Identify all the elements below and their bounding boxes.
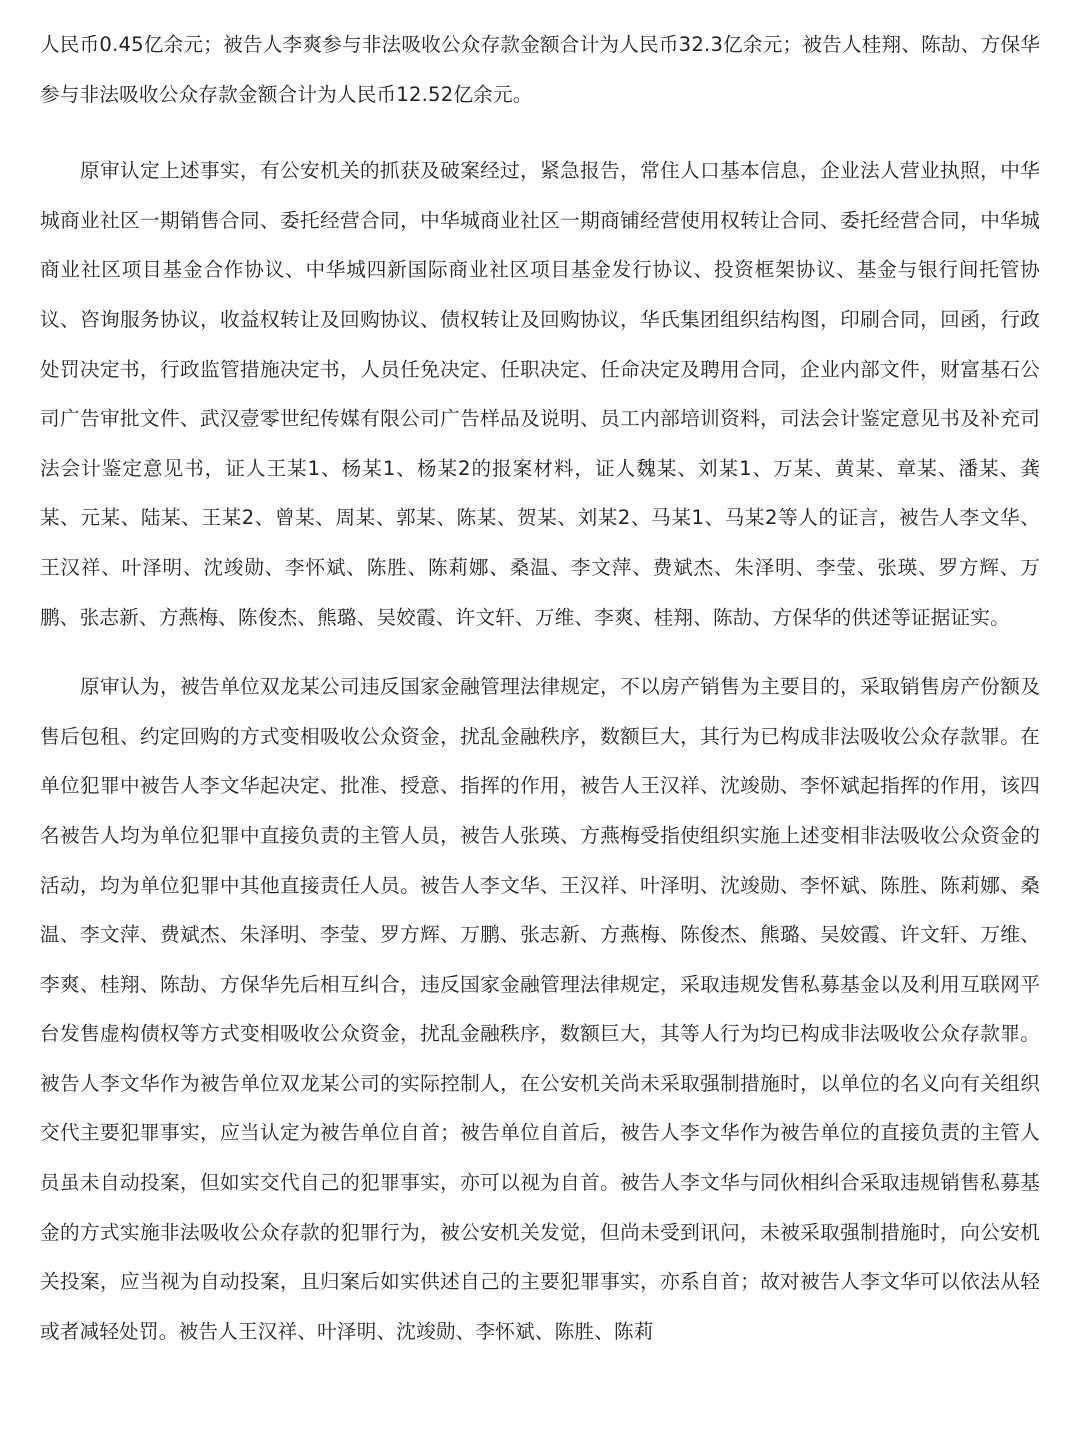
paragraph-spacer [40, 642, 1040, 662]
paragraph-court-opinion: 原审认为，被告单位双龙某公司违反国家金融管理法律规定，不以房产销售为主要目的，采取销售房产份额及售后包租、约定回购的方式变相吸收公众资金，扰乱金融秩序，数额巨大，其行为已构成非法吸收公众存款罪。在单位犯罪中被告人李文华起决定、批准、授意、指挥的作用，被告人王汉祥、沈竣勋、李怀斌起指挥的作用，该四名被告人均为单位犯罪中直接负责的主管人员，被告人张瑛、方燕梅受指使组织实施上述变相非法吸收公众资金的活动，均为单位犯罪中其他直接责任人员。被告人李文华、王汉祥、叶泽明、沈竣勋、李怀斌、陈胜、陈莉娜、桑温、李文萍、费斌杰、朱泽明、李莹、罗方辉、万鹏、张志新、方燕梅、陈俊杰、熊璐、吴姣霞、许文轩、万维、李爽、桂翔、陈劼、方保华先后相互纠合，违反国家金融管理法律规定，采取违规发售私募基金以及利用互联网平台发售虚构债权等方式变相吸收公众资金，扰乱金融秩序，数额巨大，其等人行为均已构成非法吸收公众存款罪。被告人李文华作为被告单位双龙某公司的实际控制人，在公安机关尚未采取强制措施时，以单位的名义向有关组织交代主要犯罪事实，应当认定为被告单位自首；被告单位自首后，被告人李文华作为被告单位的直接负责的主管人员虽未自动投案，但如实交代自己的犯罪事实，亦可以视为自首。被告人李文华与同伙相纠合采取违规销售私募基金的方式实施非法吸收公众存款的犯罪行为，被公安机关发觉，但尚未受到讯问，未被采取强制措施时，向公安机关投案，应当视为自动投案，且归案后如实供述自己的主要犯罪事实，亦系自首；故对被告人李文华可以依法从轻或者减轻处罚。被告人王汉祥、叶泽明、沈竣勋、李怀斌、陈胜、陈莉 [40, 675, 1040, 1343]
paragraph-continued: 人民币0.45亿余元；被告人李爽参与非法吸收公众存款金额合计为人民币32.3亿余元；被告人桂翔、陈劼、方保华参与非法吸收公众存款金额合计为人民币12.52亿余元。 [40, 33, 1040, 106]
paragraph-evidence: 原审认定上述事实，有公安机关的抓获及破案经过，紧急报告，常住人口基本信息，企业法人营业执照，中华城商业社区一期销售合同、委托经营合同，中华城商业社区一期商铺经营使用权转让合同、委托经营合同，中华城商业社区项目基金合作协议、中华城四新国际商业社区项目基金发行协议、投资框架协议、基金与银行间托管协议、咨询服务协议，收益权转让及回购协议、债权转让及回购协议，华氏集团组织结构图，印刷合同，回函，行政处罚决定书，行政监管措施决定书，人员任免决定、任职决定、任命决定及聘用合同，企业内部文件，财富基石公司广告审批文件、武汉壹零世纪传媒有限公司广告样品及说明、员工内部培训资料，司法会计鉴定意见书及补充司法会计鉴定意见书，证人王某1、杨某1、杨某2的报案材料，证人魏某、刘某1、万某、黄某、章某、潘某、龚某、元某、陆某、王某2、曾某、周某、郭某、陈某、贺某、刘某2、马某1、马某2等人的证言，被告人李文华、王汉祥、叶泽明、沈竣勋、李怀斌、陈胜、陈莉娜、桑温、李文萍、费斌杰、朱泽明、李莹、张瑛、罗方辉、万鹏、张志新、方燕梅、陈俊杰、熊璐、吴姣霞、许文轩、万维、李爽、桂翔、陈劼、方保华的供述等证据证实。 [40, 159, 1040, 629]
document-body [40, 20, 1040, 1356]
paragraph-spacer [40, 119, 1040, 146]
